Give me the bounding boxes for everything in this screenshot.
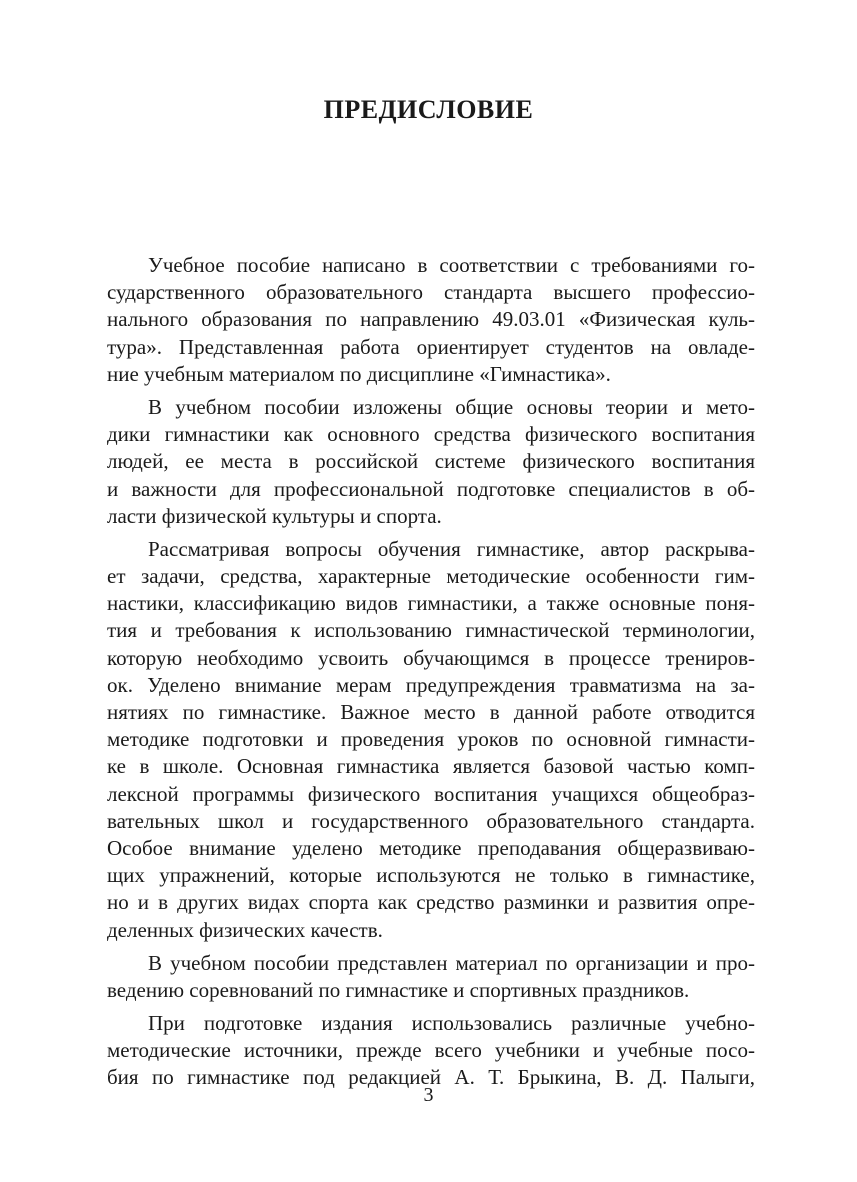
page-number: 3 <box>423 1084 434 1106</box>
text-line: настики, классификацию видов гимнастики, а также основные поня- <box>107 591 755 616</box>
paragraph <box>107 950 755 1004</box>
text-line: людей, ее места в российской системе физического воспитания <box>107 449 755 474</box>
page-title: ПРЕДИСЛОВИЕ <box>323 95 534 124</box>
paragraph <box>107 1010 755 1092</box>
text-line: методические источники, прежде всего учебники и учебные посо- <box>107 1038 755 1063</box>
text-line: В учебном пособии изложены общие основы теории и мето- <box>148 394 755 419</box>
text-line: ок. Уделено внимание мерам предупреждения травматизма на за- <box>107 672 755 697</box>
text-line: бия по гимнастике под редакцией А. Т. Брыкина, В. Д. Палыги, <box>107 1065 755 1090</box>
text-line: сударственного образовательного стандарта высшего профессио- <box>107 280 755 305</box>
text-line: методике подготовки и проведения уроков по основной гимнасти- <box>107 727 755 752</box>
text-line: ние учебным материалом по дисциплине «Гимнастика». <box>107 361 611 386</box>
paragraph <box>107 394 755 530</box>
text-line: вательных школ и государственного образовательного стандарта. <box>107 808 755 833</box>
text-line: ведению соревнований по гимнастике и спортивных праздников. <box>107 977 690 1002</box>
text-line: ет задачи, средства, характерные методические особенности гим- <box>107 564 755 589</box>
text-line: ке в школе. Основная гимнастика является базовой частью комп- <box>107 754 755 779</box>
text-line: и важности для профессиональной подготовке специалистов в об- <box>107 476 755 501</box>
text-line: деленных физических качеств. <box>107 917 383 942</box>
text-line: тура». Представленная работа ориентирует студентов на овладе- <box>107 334 755 359</box>
text-line: которую необходимо усвоить обучающимся в процессе трениров- <box>107 645 755 670</box>
paragraph <box>107 252 755 388</box>
text-line: но и в других видах спорта как средство разминки и развития опре- <box>107 890 755 915</box>
text-line: дики гимнастики как основного средства физического воспитания <box>107 422 755 447</box>
paragraph <box>107 536 755 944</box>
text-line: тия и требования к использованию гимнастической терминологии, <box>107 618 755 643</box>
text-line: нятиях по гимнастике. Важное место в данной работе отводится <box>107 700 755 724</box>
text-line: В учебном пособии представлен материал по организации и про- <box>148 950 755 975</box>
text-line: лексной программы физического воспитания учащихся общеобраз- <box>107 781 755 806</box>
text-line: Особое внимание уделено методике преподавания общеразвиваю- <box>107 835 755 860</box>
text-line: Рассматривая вопросы обучения гимнастике, автор раскрыва- <box>148 536 755 561</box>
text-line: ласти физической культуры и спорта. <box>107 503 442 528</box>
text-line: щих упражнений, которые используются не только в гимнастике, <box>107 863 755 888</box>
preface-body <box>107 252 755 1098</box>
text-line: Учебное пособие написано в соответствии с требованиями го- <box>148 253 755 277</box>
text-line: При подготовке издания использовались различные учебно- <box>148 1011 755 1036</box>
text-line: нального образования по направлению 49.03.01 «Физическая куль- <box>107 307 755 332</box>
